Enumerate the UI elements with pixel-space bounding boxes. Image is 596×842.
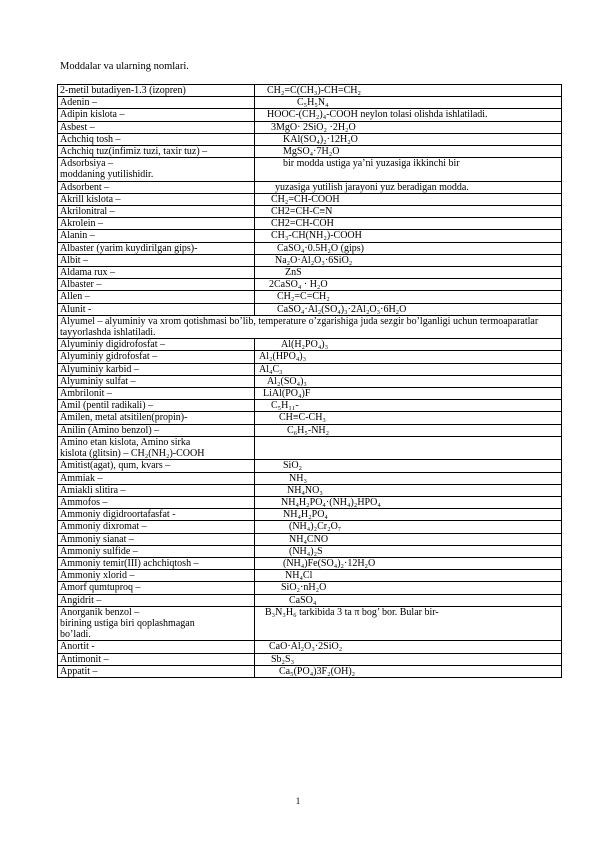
table-row bbox=[58, 242, 562, 254]
substance-name: Ambrilonit – bbox=[58, 388, 255, 400]
table-row bbox=[58, 496, 562, 508]
substance-name: Amiakli slitira – bbox=[58, 484, 255, 496]
table-row bbox=[58, 533, 562, 545]
table-row bbox=[58, 509, 562, 521]
substance-formula: NH₄Cl bbox=[255, 570, 562, 582]
table-row bbox=[58, 109, 562, 121]
substance-name: Achchiq tuz(infimiz tuzi, taxir tuz) – bbox=[58, 146, 255, 158]
table-row bbox=[58, 218, 562, 230]
table-row bbox=[58, 557, 562, 569]
table-row bbox=[58, 315, 562, 338]
substance-name: Alyuminiy karbid – bbox=[58, 363, 255, 375]
substance-formula: 3MgO· 2SiO₂ ·2H₂O bbox=[255, 121, 562, 133]
substance-name: Ammiak – bbox=[58, 472, 255, 484]
table-row bbox=[58, 85, 562, 97]
substance-formula: (NH₄)₂S bbox=[255, 545, 562, 557]
substance-formula: CaSO₄·0.5H₂O (gips) bbox=[255, 242, 562, 254]
substance-formula: CH≡C-CH₃ bbox=[255, 412, 562, 424]
substance-name: Ammoniy sulfide – bbox=[58, 545, 255, 557]
table-row bbox=[58, 363, 562, 375]
substance-name: Alunit - bbox=[58, 303, 255, 315]
substance-formula: ZnS bbox=[255, 267, 562, 279]
substance-name: Allen – bbox=[58, 291, 255, 303]
substance-formula: NH₄NO₃ bbox=[255, 484, 562, 496]
substance-formula: Ca₅(PO₄)3F₂(OH)₂ bbox=[255, 665, 562, 677]
table-row bbox=[58, 303, 562, 315]
substance-formula: 2CaSO₄ · H₂O bbox=[255, 279, 562, 291]
substance-formula: (NH₄)₂Cr₂O₇ bbox=[255, 521, 562, 533]
substance-name: Appatit – bbox=[58, 665, 255, 677]
table-row bbox=[58, 460, 562, 472]
substance-formula: SiO₂ bbox=[255, 460, 562, 472]
substance-formula: (NH₄)Fe(SO₄)₂·12H₂O bbox=[255, 557, 562, 569]
substance-name: Alyuminiy digidrofosfat – bbox=[58, 339, 255, 351]
substance-formula: CH₂=C(CH₃)-CH=CH₂ bbox=[255, 85, 562, 97]
table-row bbox=[58, 545, 562, 557]
table-row bbox=[58, 606, 562, 641]
substance-name: Akrolein – bbox=[58, 218, 255, 230]
table-row bbox=[58, 206, 562, 218]
table-row bbox=[58, 388, 562, 400]
substance-name: Amitist(agat), qum, kvars – bbox=[58, 460, 255, 472]
table-row bbox=[58, 665, 562, 677]
substance-name: Adsorbsiya – moddaning yutilishidir. bbox=[58, 158, 255, 181]
substance-formula: C₆H₅-NH₂ bbox=[255, 424, 562, 436]
substance-formula: CaO·Al₂O₃·2SiO₂ bbox=[255, 641, 562, 653]
substance-name: 2-metil butadiyen-1.3 (izopren) bbox=[58, 85, 255, 97]
table-row bbox=[58, 146, 562, 158]
substance-formula: NH₄H₂PO₄·(NH₄)₂HPO₄ bbox=[255, 496, 562, 508]
table-row bbox=[58, 582, 562, 594]
table-row bbox=[58, 472, 562, 484]
table-row bbox=[58, 570, 562, 582]
substance-name: Ammoniy temir(III) achchiqtosh – bbox=[58, 557, 255, 569]
substance-description: Alyumel – alyuminiy va xrom qotishmasi bo’lib, temperature o’zgarishiga juda sezgir bo’lganligi uchun termoaparatlar tayyorlashda ishlatiladi. bbox=[58, 315, 562, 338]
table-row bbox=[58, 375, 562, 387]
substance-name: Amorf qumtuproq – bbox=[58, 582, 255, 594]
substance-name: Anortit - bbox=[58, 641, 255, 653]
substance-name: Alanin – bbox=[58, 230, 255, 242]
table-row bbox=[58, 133, 562, 145]
substance-name: Akrilonitral – bbox=[58, 206, 255, 218]
substance-name: Adenin – bbox=[58, 97, 255, 109]
substance-formula: CH2=CH-COH bbox=[255, 218, 562, 230]
table-row bbox=[58, 254, 562, 266]
substance-formula: MgSO₄·7H₂O bbox=[255, 146, 562, 158]
table-row bbox=[58, 436, 562, 459]
table-row bbox=[58, 97, 562, 109]
substance-formula: NH₃ bbox=[255, 472, 562, 484]
substances-table-body bbox=[58, 85, 562, 678]
substance-formula: LiAl(PO₄)F bbox=[255, 388, 562, 400]
substance-name: Antimonit – bbox=[58, 653, 255, 665]
substance-name: Anorganik benzol – birining ustiga biri qoplashmagan bo’ladi. bbox=[58, 606, 255, 641]
substance-formula: Al₂(SO₄)₃ bbox=[255, 375, 562, 387]
substance-name: Achchiq tosh – bbox=[58, 133, 255, 145]
page-number: 1 bbox=[295, 796, 301, 806]
table-row bbox=[58, 400, 562, 412]
substance-formula: B₃N₃H₆ tarkibida 3 ta π bog’ bor. Bular bir- bbox=[255, 606, 562, 641]
table-row bbox=[58, 181, 562, 193]
substance-name: Albaster (yarim kuydirilgan gips)- bbox=[58, 242, 255, 254]
substance-formula: CH2=CH-C≡N bbox=[255, 206, 562, 218]
substance-formula: NH₄H₂PO₄ bbox=[255, 509, 562, 521]
table-row bbox=[58, 412, 562, 424]
substance-formula: CH₂=C=CH₂ bbox=[255, 291, 562, 303]
substance-formula: yuzasiga yutilish jarayoni yuz beradigan modda. bbox=[255, 181, 562, 193]
substance-name: Albit – bbox=[58, 254, 255, 266]
substance-name: Amil (pentil radikali) – bbox=[58, 400, 255, 412]
substance-name: Anilin (Amino benzol) – bbox=[58, 424, 255, 436]
table-row bbox=[58, 484, 562, 496]
substance-formula: Al₂(HPO₄)₃ bbox=[255, 351, 562, 363]
table-row bbox=[58, 521, 562, 533]
substance-name: Amilen, metal atsitilen(propin)- bbox=[58, 412, 255, 424]
table-row bbox=[58, 279, 562, 291]
substance-name: Ammofos – bbox=[58, 496, 255, 508]
substance-formula: NH₄CNO bbox=[255, 533, 562, 545]
table-row bbox=[58, 424, 562, 436]
substance-name: Alyuminiy sulfat – bbox=[58, 375, 255, 387]
substance-name: Amino etan kislota, Amino sirka kislota (glitsin) – CH₂(NH₂)-COOH bbox=[58, 436, 255, 459]
substance-name: Ammoniy dixromat – bbox=[58, 521, 255, 533]
substance-formula: CaSO₄ bbox=[255, 594, 562, 606]
substance-formula: KAl(SO₄)₂·12H₂O bbox=[255, 133, 562, 145]
substance-formula: SiO₂·nH₂O bbox=[255, 582, 562, 594]
substance-formula: CH₃-CH(NH₂)-COOH bbox=[255, 230, 562, 242]
substance-name: Ammoniy digidroortafasfat - bbox=[58, 509, 255, 521]
table-row bbox=[58, 291, 562, 303]
substance-name: Aldama rux – bbox=[58, 267, 255, 279]
substance-name: Adipin kislota – bbox=[58, 109, 255, 121]
table-row bbox=[58, 339, 562, 351]
substance-formula: Al₄C₃ bbox=[255, 363, 562, 375]
table-row bbox=[58, 193, 562, 205]
substance-name: Ammoniy sianat – bbox=[58, 533, 255, 545]
substance-name: Ammoniy xlorid – bbox=[58, 570, 255, 582]
substance-formula: C₅H₁₁- bbox=[255, 400, 562, 412]
substance-name: Asbest – bbox=[58, 121, 255, 133]
substance-formula: Sb₂S₃ bbox=[255, 653, 562, 665]
substance-formula: Na₂O·Al₂O₃·6SiO₂ bbox=[255, 254, 562, 266]
table-row bbox=[58, 121, 562, 133]
table-row bbox=[58, 653, 562, 665]
substance-name: Albaster – bbox=[58, 279, 255, 291]
substance-formula: CaSO₄·Al₂(SO₄)₃·2Al₂O₃·6H₂O bbox=[255, 303, 562, 315]
substance-formula: bir modda ustiga ya’ni yuzasiga ikkinchi bir bbox=[255, 158, 562, 181]
substance-formula: Al(H₂PO₄)₃ bbox=[255, 339, 562, 351]
table-row bbox=[58, 594, 562, 606]
substance-name: Alyuminiy gidrofosfat – bbox=[58, 351, 255, 363]
substance-name: Adsorbent – bbox=[58, 181, 255, 193]
table-row bbox=[58, 158, 562, 181]
substance-formula: HOOC-(CH₂)₄-COOH neylon tolasi olishda ishlatiladi. bbox=[255, 109, 562, 121]
table-row bbox=[58, 641, 562, 653]
substances-table bbox=[57, 84, 562, 678]
substance-formula bbox=[255, 436, 562, 459]
table-row bbox=[58, 267, 562, 279]
substance-name: Akrill kislota – bbox=[58, 193, 255, 205]
substance-formula: C₅H₅N₄ bbox=[255, 97, 562, 109]
document-title: Moddalar va ularning nomlari. bbox=[60, 61, 189, 72]
table-row bbox=[58, 351, 562, 363]
table-row bbox=[58, 230, 562, 242]
substance-formula: CH₂=CH-COOH bbox=[255, 193, 562, 205]
substance-name: Angidrit – bbox=[58, 594, 255, 606]
